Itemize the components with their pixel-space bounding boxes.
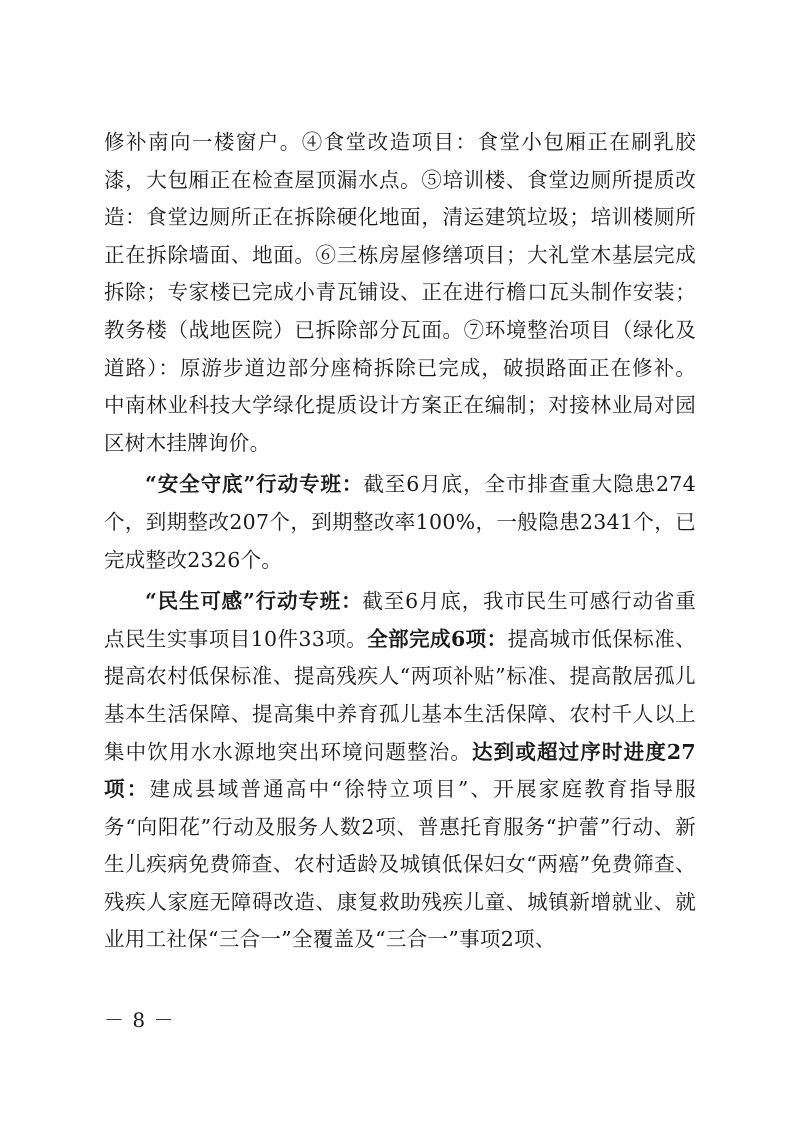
livelihood-label: “民生可感”行动专班： [145,589,363,614]
safety-text: 截至6月底，全市排查重大隐患274个，到期整改207个，到期整改率100%，一般隐患2341个，已完成整改2326个。 [104,472,696,572]
paragraph-livelihood [104,583,696,959]
livelihood-progress-label: 达到或超过序时进度27项： [104,739,696,802]
livelihood-completed-label: 全部完成6项： [367,626,508,651]
paragraph-projects [104,124,696,462]
livelihood-text-3: 建成县域普通高中“徐特立项目”、开展家庭教育指导服务“向阳花”行动及服务人数2项、普惠托育服务“护蕾”行动、新生儿疾病免费筛查、农村适龄及城镇低保妇女“两癌”免费筛查、残疾人家庭无障碍改造、康复救助残疾儿童、城镇新增就业、就业用工社保“三合一”全覆盖及“三合一”事项2项、 [104,777,696,952]
paragraph-projects-text: 修补南向一楼窗户。④食堂改造项目：食堂小包厢正在刷乳胶漆，大包厢正在检查屋顶漏水点。⑤培训楼、食堂边厕所提质改造：食堂边厕所正在拆除硬化地面，清运建筑垃圾；培训楼厕所正在拆除墙面、地面。⑥三栋房屋修缮项目；大礼堂木基层完成拆除；专家楼已完成小青瓦铺设、正在进行檐口瓦头制作安装；教务楼（战地医院）已拆除部分瓦面。⑦环境整治项目（绿化及道路）：原游步道边部分座椅拆除已完成，破损路面正在修补。中南林业科技大学绿化提质设计方案正在编制；对接林业局对园区树木挂牌询价。 [104,130,696,455]
page-number: － 8 － [104,1008,175,1032]
document-body [104,124,696,959]
safety-label: “安全守底”行动专班： [145,472,364,497]
livelihood-text-1: 截至6月底，我市民生可感行动省重点民生实事项目10件33项。 [104,589,696,651]
livelihood-text-2: 提高城市低保标准、提高农村低保标准、提高残疾人“两项补贴”标准、提高散居孤儿基本生活保障、提高集中养育孤儿基本生活保障、农村千人以上集中饮用水水源地突出环境问题整治。 [104,626,696,764]
paragraph-safety [104,466,696,579]
